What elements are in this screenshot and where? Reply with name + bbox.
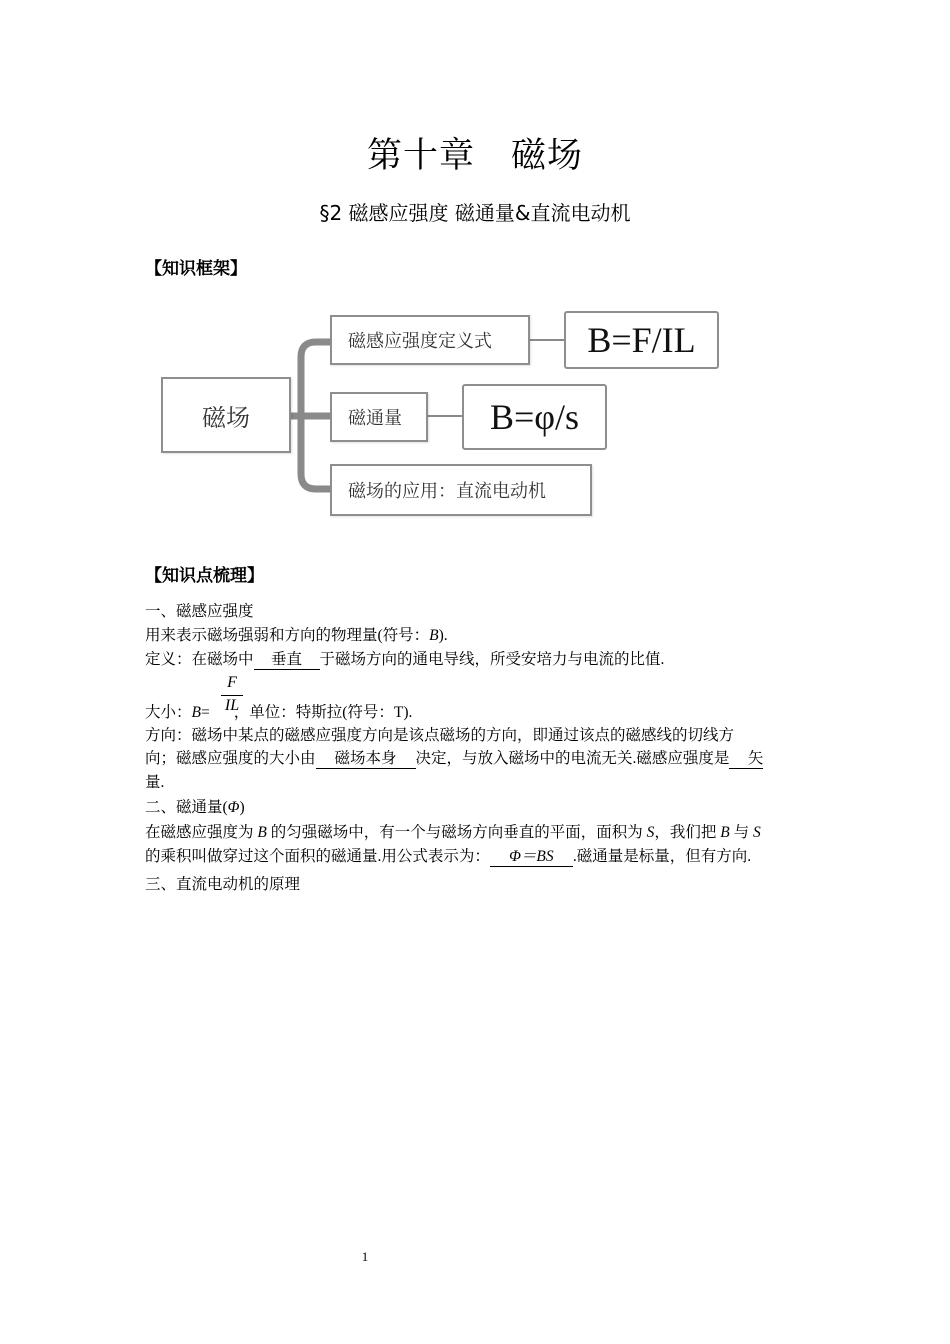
answer-blank-flux-formula: Φ＝BS (490, 848, 573, 867)
symbol-phi: Φ (227, 799, 240, 816)
fraction-denominator: IL (224, 697, 240, 714)
flux-text: 在磁感应强度为 (145, 824, 254, 841)
section-title: §2 磁感应强度 磁通量&直流电动机 (319, 201, 631, 225)
framework-heading: 【知识框架】 (145, 259, 247, 279)
symbol-s: S (753, 824, 761, 841)
definition-text: 定义：在磁场中 (145, 651, 254, 668)
section-2-title-text: 二、磁通量( (145, 799, 228, 816)
direction-mid: 决定，与放入磁场中的电流无关.磁感应强度是 (415, 750, 730, 767)
mindmap-formula-1: B=F/IL (564, 311, 719, 369)
section-2-title (145, 797, 245, 819)
chapter-title: 第十章 磁场 (366, 136, 583, 176)
direction-line-2 (145, 748, 763, 770)
answer-blank-vector: 矢 (729, 750, 763, 769)
symbol-b: B (191, 704, 201, 721)
equals-sign: = (200, 704, 210, 721)
intro-text: 用来表示磁场强弱和方向的物理量(符号： (145, 627, 430, 644)
mindmap-root: 磁场 (161, 377, 291, 453)
flux-text: 的匀强磁场中，有一个与磁场方向垂直的平面，面积为 (270, 824, 643, 841)
section-1-title: 一、磁感应强度 (145, 603, 254, 620)
definition-line (145, 649, 664, 671)
definition-rest: 于磁场方向的通电导线，所受安培力与电流的比值. (319, 651, 665, 668)
flux-line-2 (145, 846, 751, 868)
magnitude-line (145, 702, 412, 724)
flux-text: ，我们把 (654, 824, 717, 841)
section-3-title: 三、直流电动机的原理 (145, 876, 301, 893)
symbol-b: B (720, 824, 730, 841)
mindmap-branch-3: 磁场的应用：直流电动机 (330, 464, 592, 516)
unit-text: ，单位：特斯拉(符号：T). (233, 704, 413, 721)
magnitude-label: 大小： (145, 704, 192, 721)
direction-text: 向；磁感应强度的大小由 (145, 750, 316, 767)
answer-blank-perpendicular: 垂直 (254, 651, 320, 670)
symbol-b: B (257, 824, 267, 841)
section-1-intro (145, 625, 448, 647)
intro-end: ). (438, 627, 448, 644)
page-number: 1 (361, 1249, 369, 1264)
section-2-title-end: ) (239, 799, 245, 816)
direction-line-1: 方向：磁场中某点的磁感应强度方向是该点磁场的方向，即通过该点的磁感线的切线方 (145, 727, 735, 744)
symbol-b: B (429, 627, 439, 644)
mindmap-branch-1: 磁感应强度定义式 (330, 315, 530, 365)
flux-line-1 (145, 822, 761, 844)
fraction-bar (221, 695, 243, 696)
mindmap-formula-2: B=φ/s (462, 384, 607, 450)
fraction-numerator: F (227, 674, 237, 691)
flux-text: 与 (733, 824, 750, 841)
flux-rest: .磁通量是标量，但有方向. (572, 848, 752, 865)
points-heading: 【知识点梳理】 (145, 566, 264, 586)
flux-text: 的乘积叫做穿过这个面积的磁通量.用公式表示为： (145, 848, 490, 865)
direction-line-3: 量. (145, 774, 165, 791)
symbol-s: S (646, 824, 655, 841)
answer-blank-field-itself: 磁场本身 (316, 750, 416, 769)
mindmap-branch-2: 磁通量 (330, 392, 428, 442)
